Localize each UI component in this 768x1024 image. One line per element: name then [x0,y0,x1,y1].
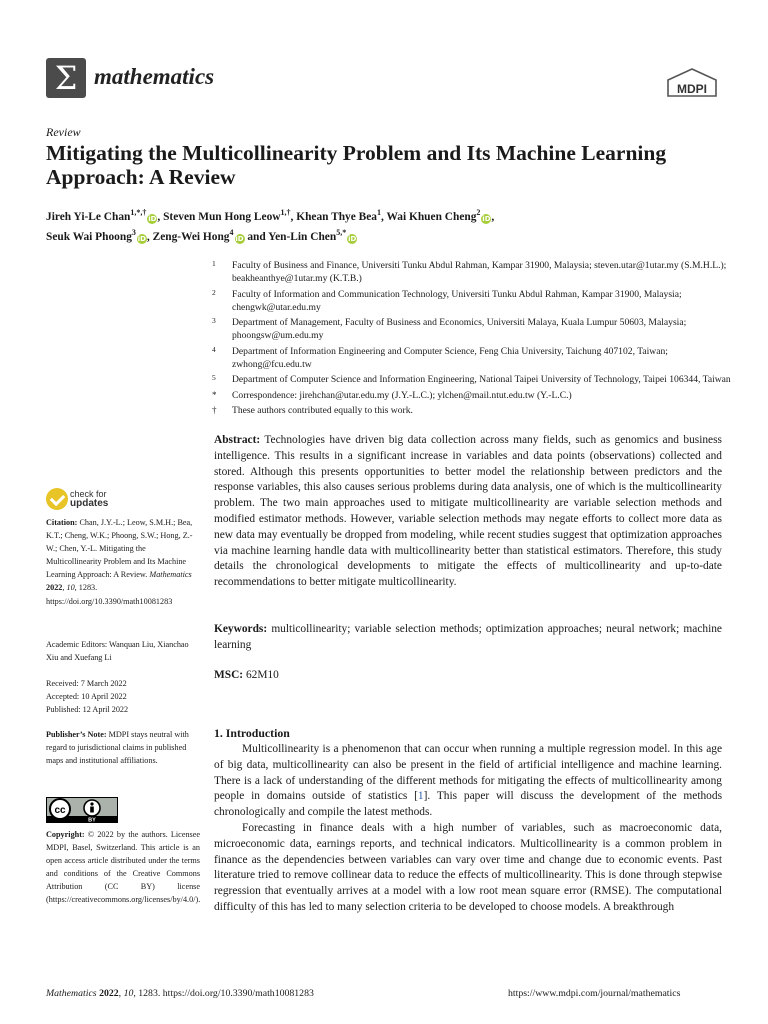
check-for-updates-button[interactable]: check for updates [46,488,146,512]
footer-citation: Mathematics 2022, 10, 1283. https://doi.org/10.3390/math10081283 [46,988,314,999]
keywords-label: Keywords: [214,623,268,635]
publisher-name: MDPI [677,82,707,96]
affiliations [212,259,732,419]
author-name[interactable]: Steven Mun Hong Leow [163,210,281,223]
author-name[interactable]: Zeng-Wei Hong [152,230,230,243]
affiliation-item: 1 Faculty of Business and Finance, Universiti Tunku Abdul Rahman, Kampar 31900, Malaysia; steven.utar@1utar.my (S.M.H.L.); beakheanthye@1utar.my (K.T.B.) [212,259,727,285]
abstract-text: Technologies have driven big data collection across many fields, such as genomics and business intelligence. This results in a significant increase in variables and data points (observations) collected and stored. Although this presents opportunities to better model the relationship between predictors and the response variables, this also causes serious problems during data analysis, one of which is the multicollinearity problem. The two main approaches used to mitigate multicollinearity are variable selection methods and modified estimator methods. However, variable selection methods may negate efforts to collect more data as new data may eventually be dropped from modeling, while recent studies suggest that optimization approaches via machine learning handle data with multicollinearity better than statistical estimators. Therefore, this study details the chronological developments to mitigate the effects of multicollinearity and up-to-date recommendations to better mitigate multicollinearity. [214,434,722,589]
received-date: Received: 7 March 2022 [46,679,127,688]
affiliation-item: 4 Department of Information Engineering and Computer Science, Feng Chia University, Taichung 407102, Taiwan; zwhong@fcu.edu.tw [212,344,668,371]
orcid-icon[interactable]: iD [235,234,244,243]
citation-doi-link[interactable]: , 1283. https://doi.org/10.3390/math10081283 [46,583,173,606]
journal-name[interactable]: mathematics [94,64,215,89]
orcid-icon[interactable]: iD [348,234,357,243]
author-affil-mark: 3 [131,227,136,237]
author-name[interactable]: Wai Khuen Cheng [386,210,477,223]
abstract-label: Abstract: [214,434,261,446]
citation-block: Citation: Chan, J.Y.-L.; Leow, S.M.H.; Bea, K.T.; Cheng, W.K.; Phoong, S.W.; Hong, Z.-W.; Chen, Y.-L. Mitigating the Multicollinearity Problem and Its Machine Learning Approach: A Review. Mathematics 2022, 10, 1283. https://doi.org/10.3390/math10081283 [46,518,193,606]
author-affil-mark: 1,† [280,208,291,217]
article-type: Review [46,125,81,139]
footer-doi-link[interactable]: , 1283. https://doi.org/10.3390/math10081283 [133,988,314,999]
accepted-date: Accepted: 10 April 2022 [46,692,127,702]
author-affil-mark: 5,* [336,227,347,237]
orcid-icon[interactable]: iD [137,234,146,243]
mdpi-logo-icon[interactable] [666,68,718,98]
author-affil-mark: 2 [476,208,481,217]
author-name[interactable]: Seuk Wai Phoong [46,230,132,243]
citation-link[interactable]: 1 [417,790,424,803]
keywords [214,622,722,654]
keywords-text: multicollinearity; variable selection methods; optimization approaches; neural network; machine learning [214,623,722,651]
msc [214,668,722,684]
author-name[interactable]: Yen-Lin Chen [268,230,337,243]
published-date: Published: 12 April 2022 [46,705,129,715]
orcid-icon[interactable]: iD [482,214,491,223]
publication-dates [46,677,200,716]
footer-journal-url[interactable]: https://www.mdpi.com/journal/mathematics [508,988,681,999]
author-list: Jireh Yi-Le Chan$^{1,*,\dagger}$iD, Steven Mun Hong Leow$^{1,\dagger}$, Khean Thye Bea$^1$, Wai Khuen Cheng$^2$iD, Seuk Wai Phoong$^3$iD, Zeng-Wei Hong$^4$iD and Yen-Lin Chen$^{5,*}$iD [46,208,495,243]
affiliation-item: 3 Department of Management, Faculty of Business and Economics, Universiti Malaya, Kuala Lumpur 50603, Malaysia; phoongsw@um.edu.my [212,316,687,342]
msc-label: MSC: [214,669,244,681]
svg-text:cc: cc [54,805,66,816]
academic-editors: Academic Editors: Wanquan Liu, Xianchao Xiu and Xuefang Li [46,640,189,663]
author-affil-mark: 1 [377,208,382,217]
author-name[interactable]: Jireh Yi-Le Chan [46,210,131,223]
paragraph: Forecasting in finance deals with a high number of variables, such as macroeconomic data, microeconomic data, earnings reports, and technical indicators. Multicollinearity is a common problem in finance as the dependencies between variables can vary over time and change due to economic events. Past literature tried to remove collinear data to reduce the effects of multicollinearity. This is done through stepwise regression that eventually arrives at a model with a low root mean square error (RMSE). The computational difficulty of this has led to many selection criteria to be developed to choose models. A breakthrough [214,821,722,913]
affiliation-item: 2 Faculty of Information and Communication Technology, Universiti Tunku Abdul Rahman, Kampar 31900, Malaysia; chengwk@utar.edu.my [212,287,682,313]
affiliation-item: 5 Department of Computer Science and Information Engineering, National Taipei University of Technology, Taipei 106344, Taiwan [212,373,731,386]
correspondence-item: * Correspondence: jirehchan@utar.edu.my (J.Y.-L.C.); ylchen@mail.ntut.edu.tw (Y.-L.C.) [212,389,572,401]
publisher-note: Publisher’s Note: MDPI stays neutral with regard to jurisdictional claims in published maps and institutional affiliations. [46,730,189,766]
abstract [214,433,722,591]
copyright-notice: Copyright: © 2022 by the authors. Licensee MDPI, Basel, Switzerland. This article is an open access article distributed under the terms and conditions of the Creative Commons Attribution (CC BY) license (https://creativecommons.org/licenses/by/4.0/). [46,830,201,905]
cc-by-license-icon[interactable] [46,797,118,823]
svg-text:BY: BY [88,817,96,823]
msc-text: 62M10 [245,669,279,681]
orcid-icon[interactable]: iD [148,214,157,223]
author-name[interactable]: Khean Thye Bea [296,210,378,223]
introduction-body [214,742,722,916]
author-affil-mark: 4 [229,227,234,237]
check-icon [46,488,68,510]
author-affil-mark: 1,*,† [130,208,147,217]
paragraph: Multicollinearity is a phenomenon that can occur when running a multiple regression model. In this age of big data, multicollinearity can also be present in the field of artificial intelligence and machine learning. There is a lack of understanding of the different methods for mitigating the effects of multicollinearity among people in domains outside of statistics [1]. This paper will discuss the development of the methods chronologically and compile the latest methods. [214,743,722,819]
journal-logo-icon: Σ [46,58,86,98]
equal-contribution-note: † These authors contributed equally to this work. [212,404,413,416]
section-heading: 1. Introduction [214,726,290,740]
article-title: Mitigating the Multicollinearity Problem and Its Machine Learning Approach: A Review [46,141,667,189]
